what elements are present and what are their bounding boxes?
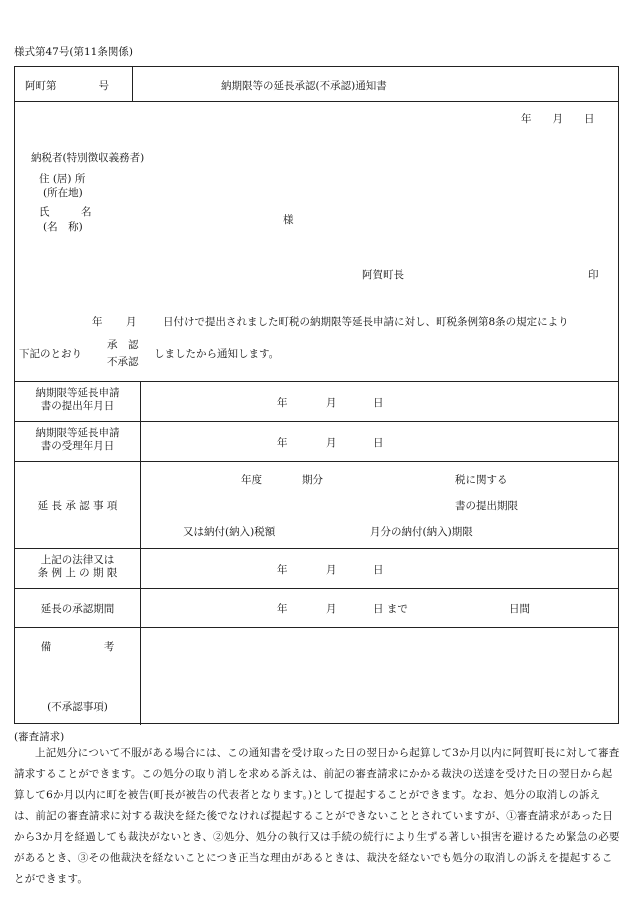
tax-related-label: 税に関する [455,474,508,486]
extension-period-label: 延長の承認期間 [40,603,115,615]
appeal-heading: (審査請求) [14,731,65,743]
submit-date-label-line1: 納期限等延長申請 [35,387,120,399]
receive-date-label-line2: 書の受理年月日 [40,440,115,453]
receive-month: 月 [326,437,337,449]
notice-form [14,66,619,724]
disapprove-option: 不承認 [107,356,139,368]
document-number: 阿町第 号 [25,80,109,92]
body-month: 月 [126,316,137,328]
legal-month: 月 [326,564,337,576]
appeal-text: 上記処分について不服がある場合には、この通知書を受け取った日の翌日から起算して3か月以内に阿賀町長に対して審査請求することができます。この処分の取り消しを求める訴えは、前記の審査請求にかかる裁決の送達を受けた日の翌日から起算して6か月以内に町を被告(町長が被告の代表者となります。)として提起することができます。なお、処分の取消しの訴えは、前記の審査請求に対する裁決を経た後でなければ提起することができないこととされていますが、①審査請求があった日から3か月を経過しても裁決がないとき、②処分、処分の執行又は手続の続行により生ずる著しい損害を避けるため緊急の必要があるとき、③その他裁決を経ないことにつき正当な理由があるときは、裁決を経ないでも処分の取消しの訴えを提起することができます。 [14,747,620,885]
submit-day: 日 [373,397,384,409]
approve-option: 承 認 [107,339,139,351]
header-bottom-rule [15,101,618,102]
remarks-label: 備 考 [40,641,115,653]
table-top-rule [15,381,618,382]
submit-date-label [15,387,140,413]
period-until: 日 まで [373,603,408,615]
legal-day: 日 [373,564,384,576]
seal-mark: 印 [588,269,599,281]
disapproval-matters-label: (不承認事項) [47,701,108,713]
body-lead: 下記のとおり [19,348,82,360]
submit-date-label-line2: 書の提出年月日 [40,400,115,413]
body-tail: しましたから通知します。 [154,348,280,360]
page-title: 納期限等の延長承認(不承認)通知書 [221,80,387,92]
submission-deadline-label: 書の提出期限 [455,500,518,512]
period-year: 年 [277,603,288,615]
body-year: 年 [92,316,103,328]
header-divider [132,67,133,101]
legal-year: 年 [277,564,288,576]
receive-date-label [15,427,140,453]
row-rule [15,548,618,549]
name-sub-label: (名 称) [43,221,83,233]
legal-deadline-label-line1: 上記の法律又は [40,554,115,566]
body-sentence: 日付けで提出されました町税の納期限等延長申請に対し、町税条例第8条の規定により [163,316,569,328]
row-rule [15,588,618,589]
taxpayer-label: 納税者(特別徴収義務者) [31,152,145,164]
receive-year: 年 [277,437,288,449]
form-number: 様式第47号(第11条関係) [14,46,133,58]
row-rule [15,421,618,422]
period-days: 日間 [509,603,530,615]
row-rule [15,461,618,462]
row-rule [15,627,618,628]
notice-date: 年 月 日 [521,113,595,125]
table-label-divider [140,381,141,725]
address-label: 住 (居) 所 [39,173,86,185]
submit-month: 月 [326,397,337,409]
receive-date-label-line1: 納期限等延長申請 [35,427,120,439]
legal-deadline-label [15,554,140,580]
matters-label: 延 長 承 認 事 項 [37,500,118,512]
receive-day: 日 [373,437,384,449]
address-sub-label: (所在地) [43,187,83,199]
honorific: 様 [283,214,294,226]
submit-year: 年 [277,397,288,409]
period-label: 期分 [302,474,323,486]
period-month: 月 [326,603,337,615]
name-label: 氏 名 [39,206,92,218]
legal-deadline-label-line2: 条 例 上 の 期 限 [37,567,118,580]
monthly-payment-deadline-label: 月分の納付(納入)期限 [370,526,473,538]
fiscal-year-label: 年度 [241,474,262,486]
issuer-name: 阿賀町長 [362,269,404,281]
payment-amount-label: 又は納付(納入)税額 [183,526,276,538]
